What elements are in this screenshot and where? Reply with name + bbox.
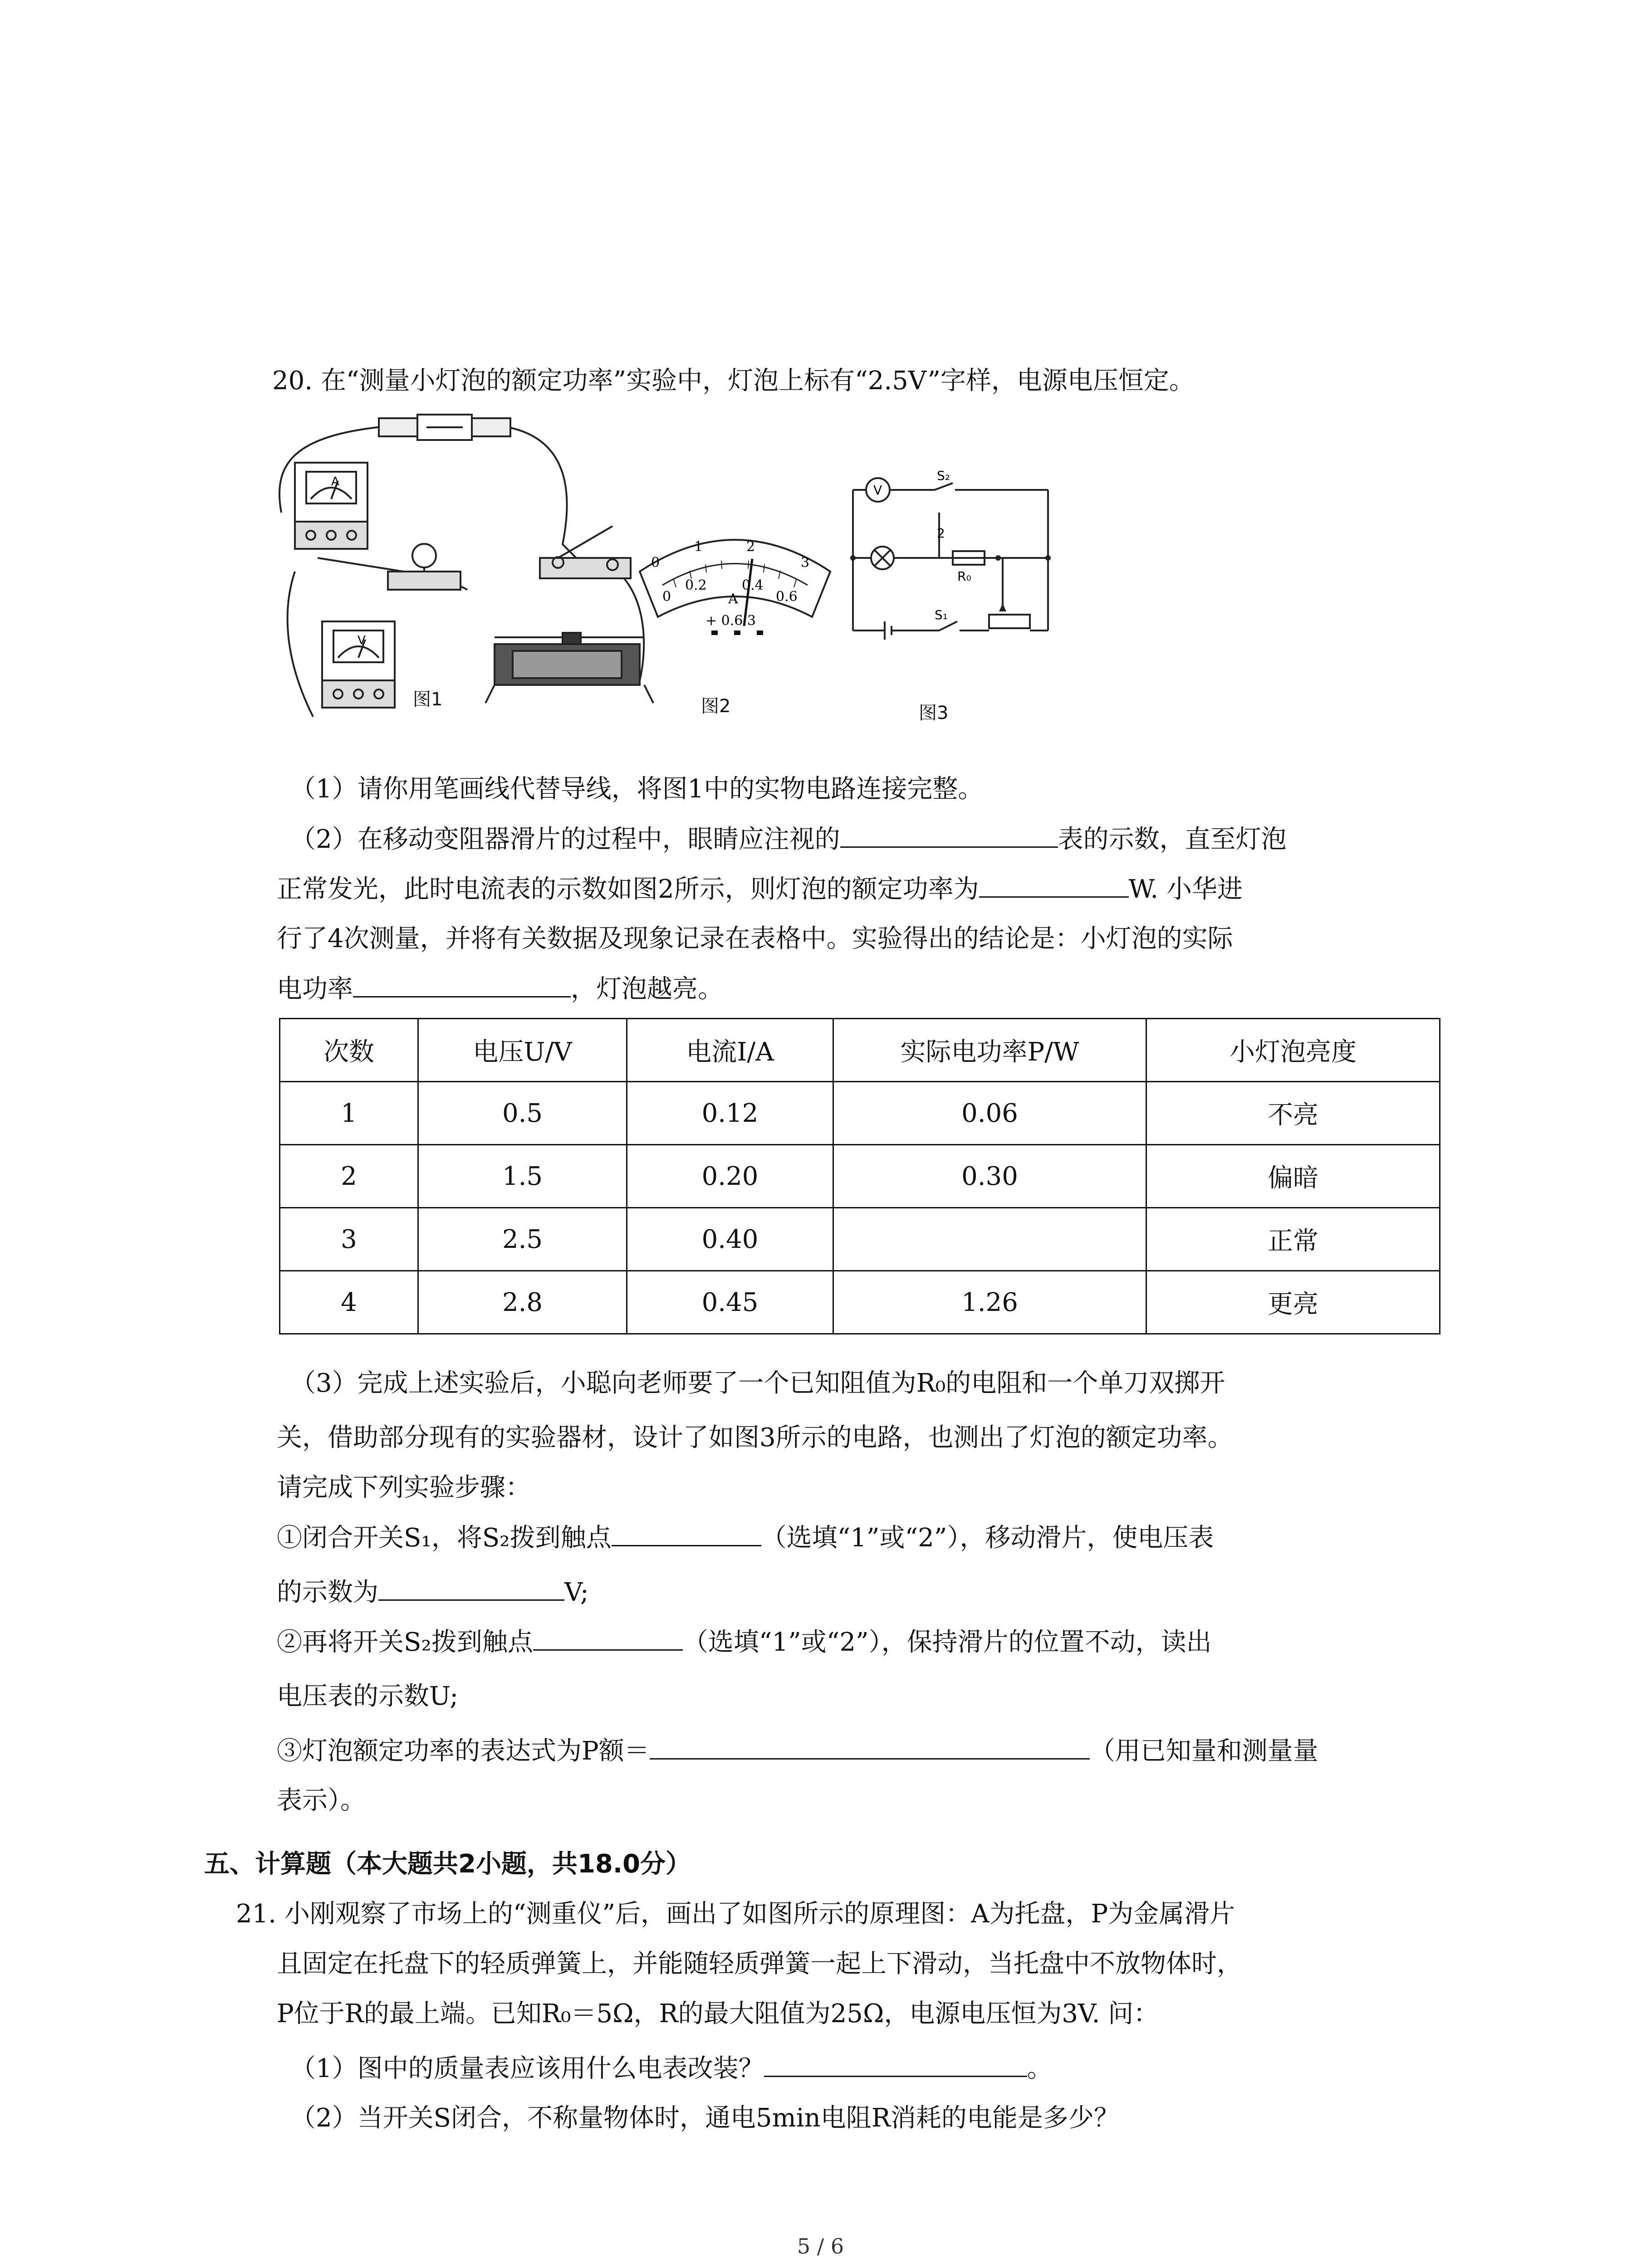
- q20-part3-line3: 请完成下列实验步骤：: [277, 1473, 531, 1502]
- figure-3-label: 图3: [919, 703, 949, 723]
- answer-blank-meter-type[interactable]: [764, 2050, 1027, 2077]
- table-header: 小灯泡亮度: [1146, 1019, 1440, 1082]
- q20-part2-line2: 正常发光，此时电流表的示数如图2所示，则灯泡的额定功率为 W. 小华进: [277, 871, 1243, 908]
- voltmeter-letter: V: [358, 634, 366, 647]
- table-cell: 更亮: [1146, 1271, 1440, 1334]
- q21-line1: 21. 小刚观察了市场上的“测重仪”后，画出了如图所示的原理图：A为托盘，P为金属滑片: [236, 1899, 1235, 1929]
- answer-blank-meter[interactable]: [840, 821, 1058, 848]
- q20-part2-line4: 电功率 ，灯泡越亮。: [277, 971, 723, 1007]
- table-cell: 偏暗: [1146, 1145, 1440, 1208]
- fig3-voltmeter-letter: V: [873, 483, 882, 498]
- q21-line3: P位于R的最上端。已知R₀＝5Ω，R的最大阻值为25Ω，电源电压恒为3V. 问：: [277, 1999, 1159, 2028]
- figure-2-ammeter-dial: [631, 517, 839, 640]
- dial-top-3: 3: [801, 555, 810, 571]
- table-cell: 1.26: [833, 1271, 1146, 1334]
- table-row: [280, 1208, 1440, 1271]
- q20-step3-line2: 表示）。: [277, 1786, 366, 1815]
- table-cell: 0.30: [833, 1145, 1146, 1208]
- figure-1-physical-circuit: [268, 408, 667, 735]
- dial-unit: A: [728, 591, 738, 607]
- table-header: 电压U/V: [418, 1019, 627, 1082]
- figure-3-circuit-diagram: [844, 467, 1062, 649]
- table-header: 实际电功率P/W: [833, 1019, 1146, 1082]
- fig3-s1-label: S₁: [935, 607, 948, 622]
- q21-part1: （1）图中的质量表应该用什么电表改装？ 。: [290, 2050, 1053, 2087]
- q20-part3-line1: （3）完成上述实验后，小聪向老师要了一个已知阻值为R₀的电阻和一个单刀双掷开: [290, 1369, 1225, 1398]
- table-header-row: [280, 1019, 1440, 1082]
- q20-step3-line1: ③灯泡额定功率的表达式为P额＝ （用已知量和测量量: [277, 1733, 1318, 1769]
- table-cell: 2.8: [418, 1271, 627, 1334]
- q20-part1: （1）请你用笔画线代替导线，将图1中的实物电路连接完整。: [290, 774, 984, 804]
- dial-bottom-1: 0.2: [685, 577, 707, 593]
- dial-bottom-0: 0: [662, 589, 671, 605]
- q20-stem: 20. 在“测量小灯泡的额定功率”实验中，灯泡上标有“2.5V”字样，电源电压恒定。: [272, 366, 1195, 396]
- dial-top-1: 1: [694, 539, 703, 555]
- table-cell: 4: [280, 1271, 418, 1334]
- q20-part2-line3: 行了4次测量，并将有关数据及现象记录在表格中。实验得出的结论是：小灯泡的实际: [277, 924, 1233, 953]
- q21-line2: 且固定在托盘下的轻质弹簧上，并能随轻质弹簧一起上下滑动，当托盘中不放物体时，: [277, 1949, 1242, 1979]
- table-header: 次数: [280, 1019, 418, 1082]
- dial-bottom-3: 0.6: [776, 589, 798, 605]
- answer-blank-expression[interactable]: [650, 1733, 1090, 1760]
- answer-blank-step1-voltage[interactable]: [378, 1574, 564, 1601]
- q20-step2-line1: ②再将开关S₂拨到触点 （选填“1”或“2”），保持滑片的位置不动，读出: [277, 1624, 1212, 1661]
- table-cell: 0.5: [418, 1082, 627, 1145]
- answer-blank-step2-contact[interactable]: [533, 1624, 683, 1651]
- table-cell: 0.06: [833, 1082, 1146, 1145]
- table-cell: 正常: [1146, 1208, 1440, 1271]
- table-cell: 不亮: [1146, 1082, 1440, 1145]
- table-cell: 3: [280, 1208, 418, 1271]
- fig3-r0-label: R₀: [957, 569, 971, 584]
- table-cell: 1.5: [418, 1145, 627, 1208]
- figure-1-label: 图1: [413, 689, 443, 710]
- fig3-s2-label: S₂: [937, 468, 950, 483]
- dial-top-0: 0: [651, 555, 660, 571]
- dial-bottom-2: 0.4: [742, 577, 764, 593]
- table-cell: 0.45: [627, 1271, 833, 1334]
- table-row: [280, 1271, 1440, 1334]
- q21-part2: （2）当开关S闭合，不称量物体时，通电5min电阻R消耗的电能是多少？: [290, 2103, 1119, 2133]
- fig3-contact-2: 2: [937, 526, 945, 541]
- dial-terminals: + 0.6 3: [705, 613, 756, 629]
- table-cell: 0.40: [627, 1208, 833, 1271]
- section-5-heading: 五、计算题（本大题共2小题，共18.0分）: [204, 1849, 691, 1879]
- q20-part2-line1: （2）在移动变阻器滑片的过程中，眼睛应注视的 表的示数，直至灯泡: [290, 821, 1287, 858]
- figure-2-label: 图2: [701, 696, 731, 717]
- answer-blank-conclusion[interactable]: [353, 971, 571, 997]
- table-cell: 2.5: [418, 1208, 627, 1271]
- table-cell: 1: [280, 1082, 418, 1145]
- q20-part3-line2: 关，借助部分现有的实验器材，设计了如图3所示的电路，也测出了灯泡的额定功率。: [277, 1423, 1233, 1452]
- q20-step1-line1: ①闭合开关S₁，将S₂拨到触点 （选填“1”或“2”），移动滑片，使电压表: [277, 1520, 1214, 1556]
- answer-blank-power[interactable]: [979, 871, 1129, 898]
- page-number: 5 / 6: [797, 2234, 844, 2258]
- ammeter-letter: A: [331, 475, 339, 489]
- q20-step1-line2: 的示数为 V;: [277, 1574, 589, 1611]
- answer-blank-step1-contact[interactable]: [612, 1520, 761, 1546]
- table-cell: 0.12: [627, 1082, 833, 1145]
- table-row: [280, 1145, 1440, 1208]
- data-table: [279, 1018, 1440, 1334]
- table-row: [280, 1082, 1440, 1145]
- table-cell: 0.20: [627, 1145, 833, 1208]
- dial-top-2: 2: [746, 539, 755, 555]
- table-header: 电流I/A: [627, 1019, 833, 1082]
- table-cell: 2: [280, 1145, 418, 1208]
- table-cell-empty[interactable]: [833, 1208, 1146, 1271]
- q20-step2-line2: 电压表的示数U;: [277, 1681, 459, 1711]
